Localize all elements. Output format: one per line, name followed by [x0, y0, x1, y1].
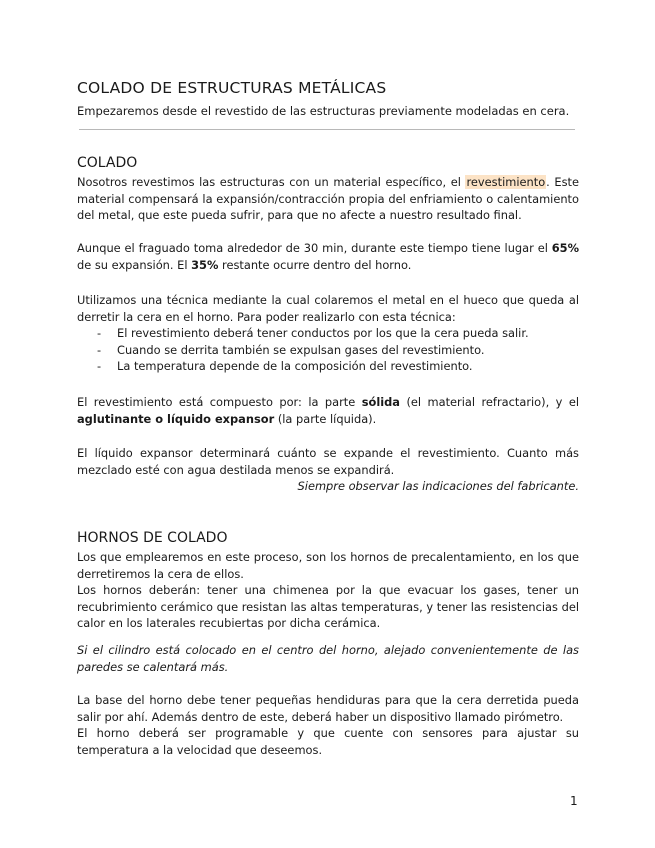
list-dash-marker: -	[97, 342, 102, 357]
hornos-paragraph-1: Los que emplearemos en este proceso, son los hornos de precalentamiento, en los que derretiremos la cera de ellos. Los hornos deberán: tener una chimenea por la que evacuar los gases, tener un recubrimiento cerámico que resistan las altas temperaturas, y tener las resistencias del calor en los laterales recubiertas por dicha cerámica.	[77, 550, 579, 631]
colado-paragraph-3: Utilizamos una técnica mediante la cual colaremos el metal en el hueco que queda al derretir la cera en el horno. Para poder realizarlo con esta técnica: - El revestimiento deberá tener conductos por los que la cera pueda salir. - Cuando se derrita también se expulsan gases del revestimiento. - La temperatura depende de la composición del revestimiento.	[77, 293, 579, 374]
hornos-paragraph-4: La base del horno debe tener pequeñas hendiduras para que la cera derretida pueda salir por ahí. Además dentro de este, deberá haber un dispositivo llamado pirómetro. El horno deberá ser programable y que cuente con sensores para ajustar su temperatura a la velocidad que deseemos.	[77, 693, 579, 757]
colado-paragraph-2: Aunque el fraguado toma alrededor de 30 min, durante este tiempo tiene lugar el 65% de su expansión. El 35% restante ocurre dentro del horno.	[77, 241, 579, 272]
colado-paragraph-4: El revestimiento está compuesto por: la parte sólida (el material refractario), y el aglutinante o líquido expansor (la parte líquida).	[77, 395, 579, 426]
list-item: - La temperatura depende de la composición del revestimiento.	[97, 359, 473, 374]
list-item: - Cuando se derrita también se expulsan gases del revestimiento.	[97, 342, 485, 357]
hornos-italic-note: Si el cilindro está colocado en el centro del horno, alejado convenientemente de las paredes se calentará más.	[77, 643, 579, 674]
section-heading-hornos: HORNOS DE COLADO	[77, 530, 228, 546]
colado-paragraph-5: El líquido expansor determinará cuánto se expande el revestimiento. Cuanto más mezclado esté con agua destilada menos se expandirá. Siempre observar las indicaciones del fabricante.	[77, 446, 579, 494]
list-dash-marker: -	[97, 359, 102, 374]
list-item: - El revestimiento deberá tener conductos por los que la cera pueda salir.	[97, 326, 529, 341]
hornos-paragraph-5: El horno deberá ser programable y que cuente con sensores para ajustar su temperatura a la velocidad que deseemos.	[77, 726, 579, 757]
requirements-list	[77, 325, 579, 375]
bold-term-solida: sólida	[361, 395, 400, 409]
list-dash-marker: -	[97, 326, 102, 341]
bold-term-aglutinante: aglutinante o líquido expansor	[77, 411, 275, 426]
colado-paragraph-1: Nosotros revestimos las estructuras con un material específico, el revestimiento. Este material compensará la expansión/contracción propia del enfriamiento o calentamiento del metal, que este pueda sufrir, para que no afecte a nuestro resultado final.	[77, 175, 579, 223]
document-subtitle: Empezaremos desde el revestido de las estructuras previamente modeladas en cera.	[77, 104, 570, 118]
bold-percentage-65: 65%	[551, 241, 579, 255]
document-title: COLADO DE ESTRUCTURAS METÁLICAS	[77, 79, 387, 97]
horizontal-divider	[79, 129, 575, 130]
hornos-paragraph-2: Los hornos deberán: tener una chimenea por la que evacuar los gases, tener un recubrimiento cerámico que resistan las altas temperaturas, y tener las resistencias del calor en los laterales recubiertas por dicha cerámica.	[77, 583, 579, 631]
highlighted-term: revestimiento	[466, 175, 546, 189]
manufacturer-note: Siempre observar las indicaciones del fabricante.	[297, 479, 579, 494]
page-number: 1	[570, 794, 578, 808]
bold-percentage-35: 35%	[191, 257, 219, 272]
section-heading-colado: COLADO	[77, 155, 138, 171]
